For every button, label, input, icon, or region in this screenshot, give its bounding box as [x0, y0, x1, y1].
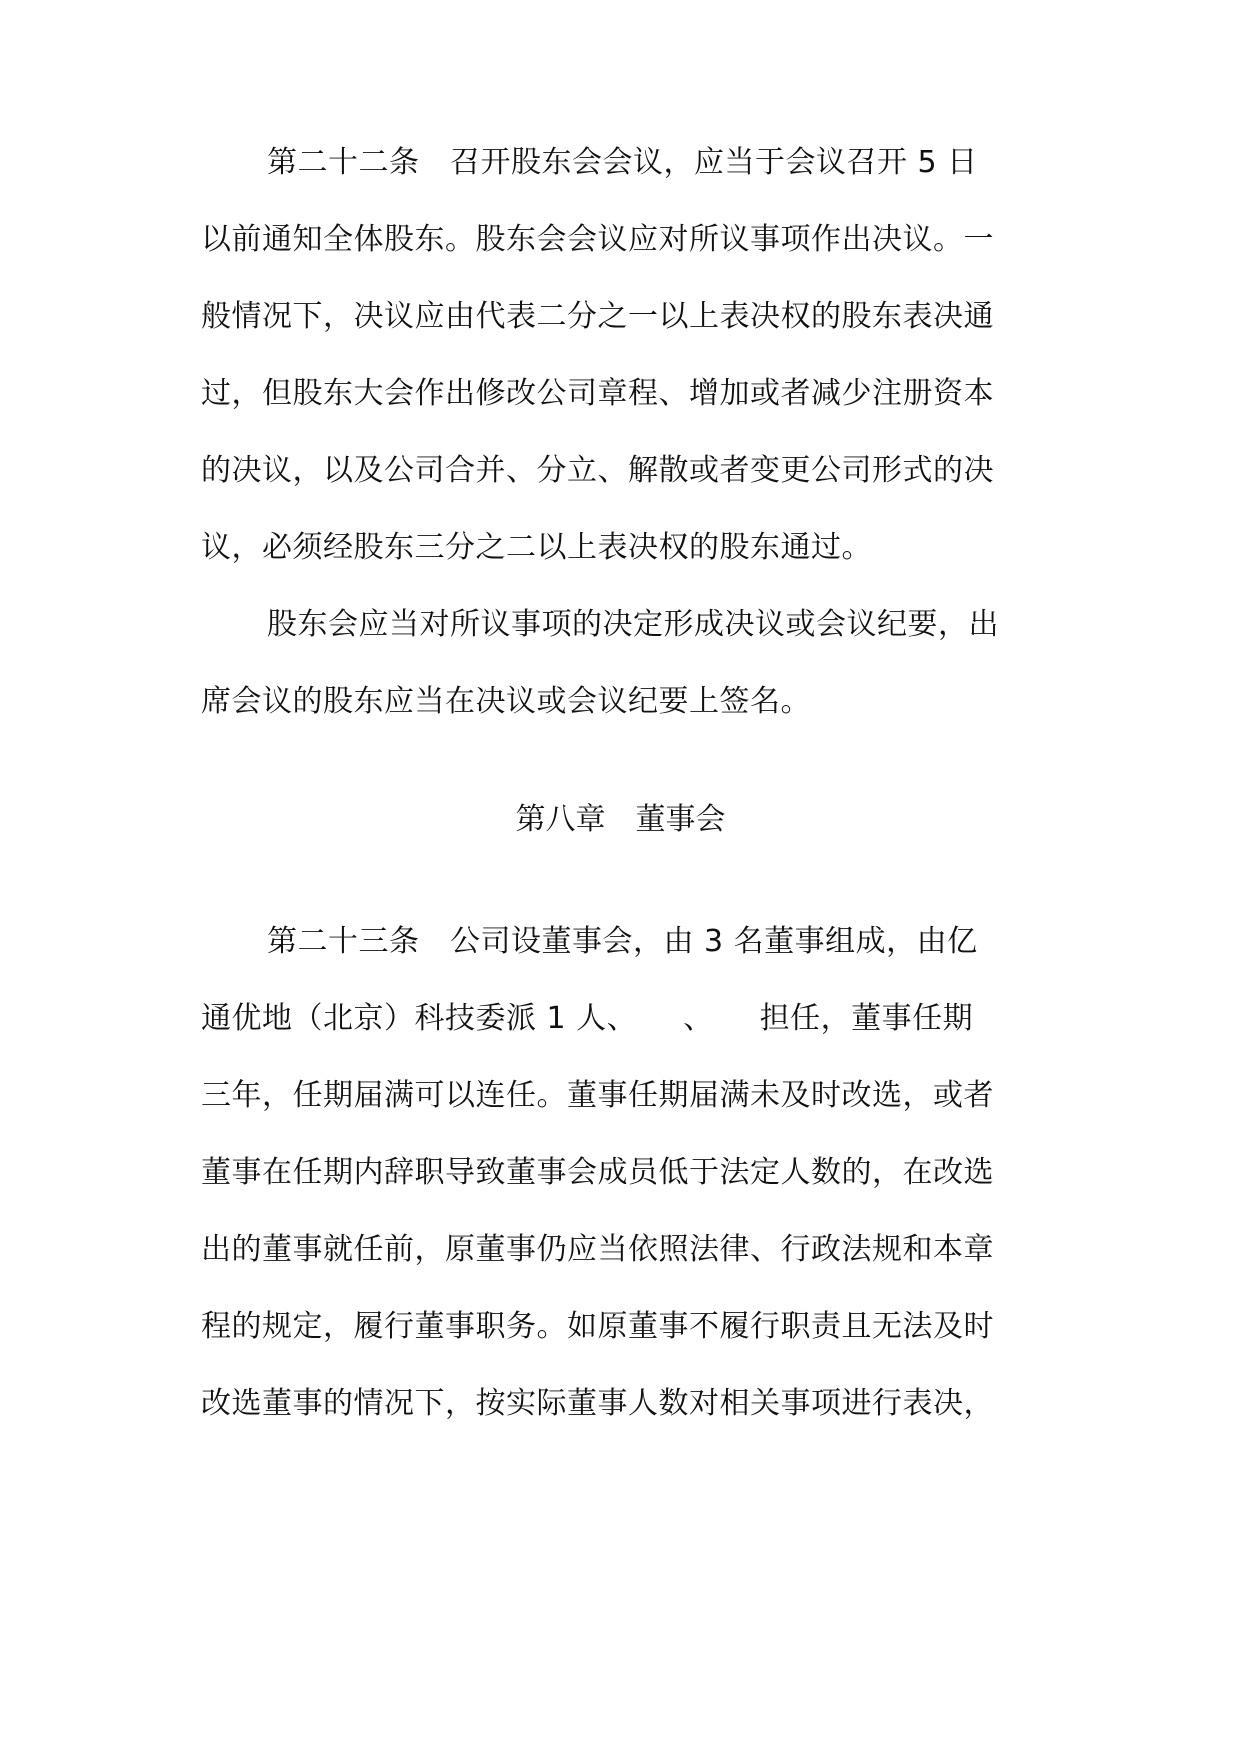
minutes-paragraph-line-1: 股东会应当对所议事项的决定形成决议或会议纪要，出 [267, 607, 999, 642]
article-22-line-2: 以前通知全体股东。股东会会议应对所议事项作出决议。一 [201, 222, 994, 257]
article-22-line-3: 般情况下，决议应由代表二分之一以上表决权的股东表决通 [201, 299, 994, 334]
article-23-line-4: 董事在任期内辞职导致董事会成员低于法定人数的，在改选 [201, 1155, 994, 1190]
article-23-line-7: 改选董事的情况下，按实际董事人数对相关事项进行表决， [201, 1386, 994, 1421]
article-22-line-5: 的决议，以及公司合并、分立、解散或者变更公司形式的决 [201, 453, 994, 488]
article-23-line-3: 三年，任期届满可以连任。董事任期届满未及时改选，或者 [201, 1078, 994, 1113]
article-22-line-4: 过，但股东大会作出修改公司章程、增加或者减少注册资本 [201, 376, 994, 411]
article-23-line-2: 通优地（北京）科技委派 1 人、 、 担任，董事任期 [201, 1001, 974, 1036]
article-23-line-5: 出的董事就任前，原董事仍应当依照法律、行政法规和本章 [201, 1232, 994, 1267]
article-22-line-1: 第二十二条 召开股东会会议，应当于会议召开 5 日 [267, 145, 978, 180]
article-23-line-6: 程的规定，履行董事职务。如原董事不履行职责且无法及时 [201, 1309, 994, 1344]
article-22-line-6: 议，必须经股东三分之二以上表决权的股东通过。 [201, 530, 872, 565]
minutes-paragraph-line-2: 席会议的股东应当在决议或会议纪要上签名。 [201, 684, 811, 719]
article-23-line-1: 第二十三条 公司设董事会，由 3 名董事组成，由亿 [267, 924, 978, 959]
chapter-heading: 第八章 董事会 [515, 802, 726, 837]
